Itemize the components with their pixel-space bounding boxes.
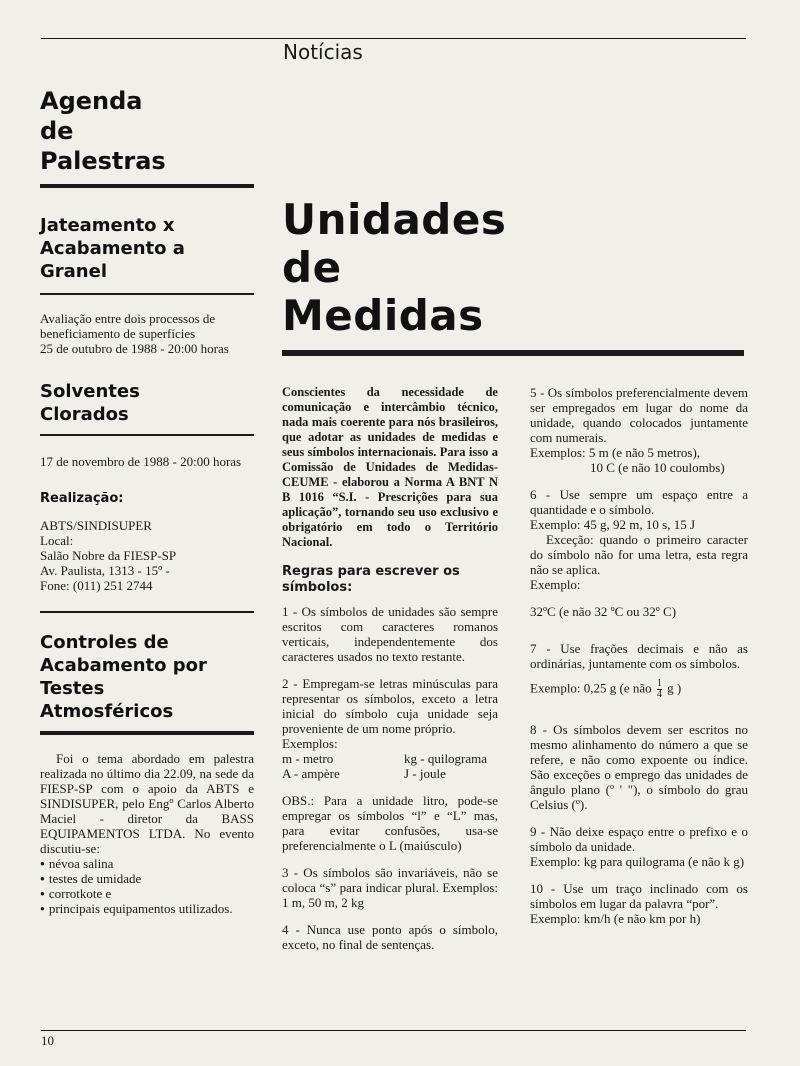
agenda-sidebar <box>40 86 254 916</box>
divider <box>40 731 254 735</box>
rule-2-examples-label: Exemplos: <box>282 736 338 751</box>
list-item: ● testes de umidade <box>40 871 254 886</box>
rule-10: 10 - Use um traço inclinado com os símbolos em lugar da palavra “por”. <box>530 881 748 911</box>
realizacao-label: Realização: <box>40 491 124 506</box>
divider <box>40 434 254 436</box>
list-item: ● corrotkote e <box>40 886 254 901</box>
divider <box>40 611 254 613</box>
section-label: Notícias <box>283 40 363 64</box>
article-column-1 <box>282 385 498 964</box>
example-row: m - metro kg - quilograma <box>282 751 488 766</box>
rule-5-example-1: Exemplos: 5 m (e não 5 metros), <box>530 445 701 460</box>
title-rule <box>282 350 744 356</box>
talk1-title: Jateamento x Acabamento a Granel <box>40 215 185 282</box>
list-item: ● principais equipamentos utilizados. <box>40 901 254 916</box>
talk1-date: 25 de outubro de 1988 - 20:00 horas <box>40 341 229 356</box>
divider <box>40 184 254 188</box>
rule-5-example-2: 10 C (e não 10 coulombs) <box>590 460 725 475</box>
phone: Fone: (011) 251 2744 <box>40 578 153 593</box>
rule-6: 6 - Use sempre um espaço entre a quantidade e o símbolo. <box>530 487 748 517</box>
rule-4: 4 - Nunca use ponto após o símbolo, exceto, no final de sentenças. <box>282 922 498 952</box>
organizer: ABTS/SINDISUPER <box>40 518 152 533</box>
rule-7-example: Exemplo: 0,25 g (e não $\frac{1}{4}$ g ) <box>530 678 682 700</box>
rule-6-example: Exemplo: 45 g, 92 m, 10 s, 15 J <box>530 517 696 532</box>
rule-6-exception-label: Exemplo: <box>530 577 581 592</box>
rule-5: 5 - Os símbolos preferencialmente devem ser empregados em lugar do nome da unidade, quando colocados juntamente com numerais. <box>530 385 748 445</box>
top-rule <box>41 38 746 39</box>
page-number: 10 <box>41 1033 54 1048</box>
divider <box>40 293 254 295</box>
article-column-2 <box>530 385 748 926</box>
list-item: ● névoa salina <box>40 856 254 871</box>
talk2-title: Solventes Clorados <box>40 381 140 425</box>
talk1-description: Avaliação entre dois processos de beneficiamento de superfícies <box>40 311 216 341</box>
article-title: Unidades de Medidas <box>282 195 507 340</box>
article-intro: Conscientes da necessidade de comunicação e intercâmbio técnico, nada mais coerente para nós brasileiros, que adotar as unidades de medidas e seus símbolos internacionais. Para isso a Comissão de Unidades de Medidas-CEUME - elaborou a Norma A BNT N B 1016 “S.I. - Prescrições para sua aplicação”, tornando seu uso exclusivo e obrigatório em todo o Território Nacional. <box>282 385 498 549</box>
example-row: A - ampère J - joule <box>282 766 446 781</box>
rule-9-example: Exemplo: kg para quilograma (e não k g) <box>530 854 745 869</box>
rule-3: 3 - Os símbolos são invariáveis, não se coloca “s” para indicar plural. Exemplos: 1 m, 50 m, 2 kg <box>282 865 498 910</box>
rules-heading: Regras para escrever os símbolos: <box>282 564 460 595</box>
rule-6-exception-example: 32ºC (e não 32 ºC ou 32º C) <box>530 604 677 619</box>
controles-list <box>40 856 254 916</box>
fraction: $\frac{1}{4}$ <box>656 678 662 700</box>
rule-10-example: Exemplo: km/h (e não km por h) <box>530 911 701 926</box>
obs-note: OBS.: Para a unidade litro, pode-se empregar os símbolos “l” e “L” mas, para evitar confusões, usa-se preferencialmente o L (maiúsculo) <box>282 793 498 853</box>
talk2-date: 17 de novembro de 1988 - 20:00 horas <box>40 454 242 469</box>
rule-1: 1 - Os símbolos de unidades são sempre escritos com caracteres romanos verticais, independentemente dos caracteres usados no texto restante. <box>282 604 498 664</box>
rule-8: 8 - Os símbolos devem ser escritos no mesmo alinhamento do número a que se refere, e não como expoente ou índice. São exceções o emprego das unidades de ângulo plano (º ' "), o símbolo do grau Celsius (º). <box>530 722 748 812</box>
local-label: Local: <box>40 533 74 548</box>
controles-title: Controles de Acabamento por Testes Atmosféricos <box>40 632 207 722</box>
rule-7: 7 - Use frações decimais e não as ordinárias, juntamente com os símbolos. <box>530 641 748 671</box>
rule-9: 9 - Não deixe espaço entre o prefixo e o símbolo da unidade. <box>530 824 748 854</box>
controles-text: Foi o tema abordado em palestra realizada no último dia 22.09, na sede da FIESP-SP com o apoio da ABTS e SINDISUPER, pelo Engº Carlos Alberto Maciel - diretor da BASS EQUIPAMENTOS LTDA. No evento discutiu-se: <box>40 751 254 856</box>
venue: Salão Nobre da FIESP-SP <box>40 548 177 563</box>
rule-6-exception: Exceção: quando o primeiro caracter do símbolo não for uma letra, esta regra não se aplica. <box>530 532 748 577</box>
bottom-rule <box>41 1030 746 1031</box>
rule-2: 2 - Empregam-se letras minúsculas para representar os símbolos, exceto a letra inicial do símbolo cuja unidade seja proveniente de um nome próprio. <box>282 676 498 736</box>
agenda-title: Agenda de Palestras <box>40 87 166 175</box>
address: Av. Paulista, 1313 - 15º - <box>40 563 170 578</box>
